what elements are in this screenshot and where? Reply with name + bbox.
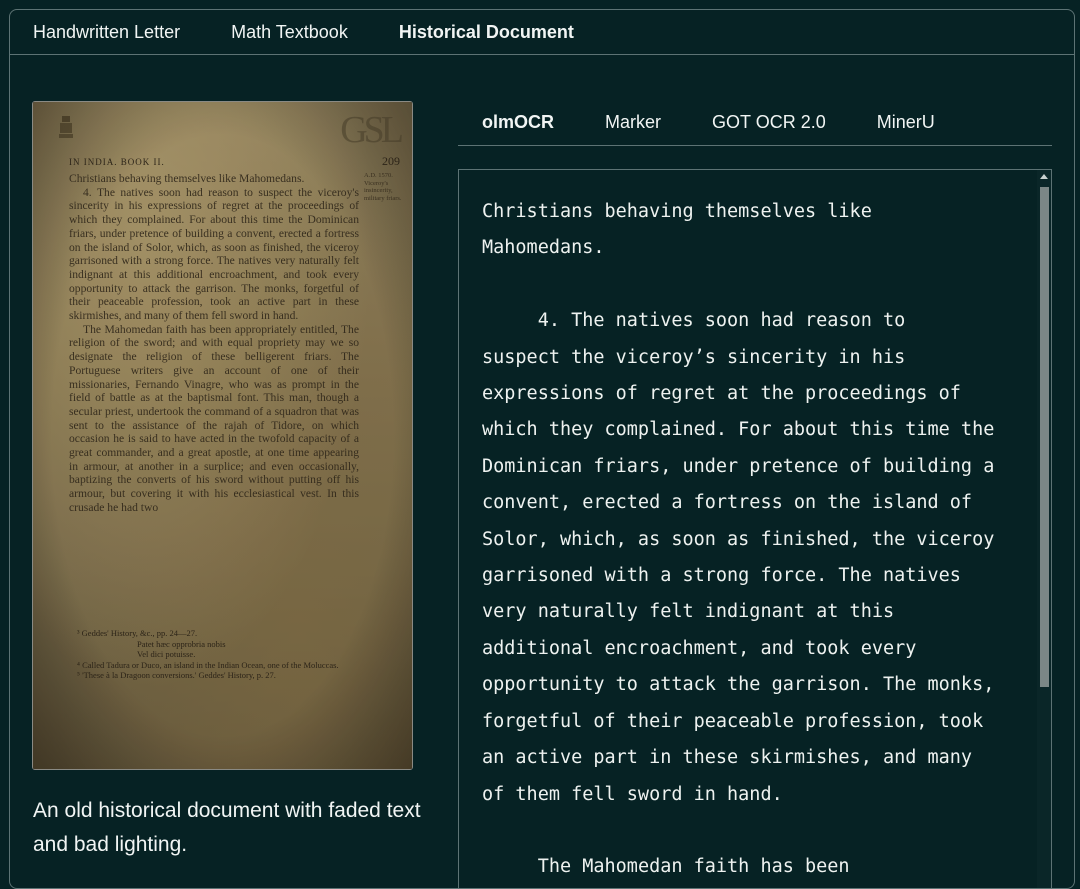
ocr-model-tabs <box>458 100 1052 146</box>
tab-got-ocr[interactable]: GOT OCR 2.0 <box>712 112 826 132</box>
document-margin-note: A.D. 1570. Viceroy's insincerity, military friars. <box>364 172 402 202</box>
footnote: ³ Geddes' History, &c., pp. 24—27. <box>77 628 198 638</box>
tab-mineru[interactable]: MinerU <box>876 112 935 132</box>
scroll-thumb[interactable] <box>1040 187 1049 687</box>
library-stamp: GSL <box>340 109 400 151</box>
footnote: Patet hæc opprobria nobis <box>137 638 226 649</box>
document-type-tabs <box>10 10 1074 55</box>
document-body <box>69 172 359 515</box>
output-scrollbar[interactable] <box>1037 170 1051 888</box>
tab-math-textbook[interactable]: Math Textbook <box>231 21 348 42</box>
demo-frame <box>9 9 1075 889</box>
scroll-up-arrow-icon[interactable] <box>1040 174 1048 179</box>
image-caption: An old historical document with faded text and bad lighting. <box>33 799 421 856</box>
document-footnotes <box>77 628 377 681</box>
document-paragraph: 4. The natives soon had reason to suspect the viceroy's sincerity in his expressions of regret at the proceedings of which they complained. For about this time the Dominican friars, under pretence of building a convent, erected a fortress on the island of Solor, which, as soon as finished, the viceroy garrisoned with a strong force. The natives very naturally felt indignant at this additional encroachment, and took every opportunity to attack the garrison. The monks, forgetful of their peaceable profession, took an active part in these skirmishes, and many of them fell sword in hand. <box>69 185 359 323</box>
tab-marker[interactable]: Marker <box>605 112 662 132</box>
footnote: Vel dici potuisse. <box>137 649 196 659</box>
ocr-output-text: Christians behaving themselves like Mahomedans. 4. The natives soon had reason to suspect the viceroy’s sincerity in his expressions of regret at the proceedings of which they complained. For about this time the Dominican friars, under pretence of building a convent, erected a fortress on the island of Solor, which, as soon as finished, the viceroy garrisoned with a strong force. The natives very naturally felt indignant at this additional encroachment, and took every opportunity to attack the garrison. The monks, forgetful of their peaceable profession, took an active part in these skirmishes, and many of them fell sword in hand. The Mahomedan faith has been <box>482 201 995 878</box>
tab-historical-document[interactable]: Historical Document <box>398 21 574 42</box>
footnote: ⁵ 'These à la Dragoon conversions.' Geddes' History, p. 27. <box>77 670 276 680</box>
document-paragraph: Christians behaving themselves like Mahomedans. <box>69 172 305 185</box>
emblem-icon <box>57 114 75 142</box>
footnote: ⁴ Called Tadura or Duco, an island in the Indian Ocean, one of the Moluccas. <box>77 659 339 670</box>
document-running-header: IN INDIA. BOOK II. <box>69 157 165 167</box>
tab-olmocr[interactable]: olmOCR <box>482 112 554 132</box>
tab-handwritten-letter[interactable]: Handwritten Letter <box>33 21 181 42</box>
document-page-number: 209 <box>382 154 400 168</box>
ocr-output-panel[interactable] <box>458 169 1052 889</box>
document-paragraph: The Mahomedan faith has been appropriately entitled, The religion of the sword; and with equal propriety may we so designate the religion of these belligerent friars. The Portuguese writers give an account of one of their missionaries, Fernando Vinagre, who was as prompt in the field of battle as at the baptismal font. This man, though a secular priest, undertook the command of a squadron that was sent to the assistance of the rajah of Tidore, on which occasion he is said to have acted in the twofold capacity of a great commander, and a great apostle, at one time appearing in armour, at another in a surplice; and even occasionally, baptizing the converts of his sword without putting off his armour, but covering it with his ecclesiastical vest. In this crusade he had two <box>69 322 359 514</box>
historical-document-image <box>32 101 413 770</box>
